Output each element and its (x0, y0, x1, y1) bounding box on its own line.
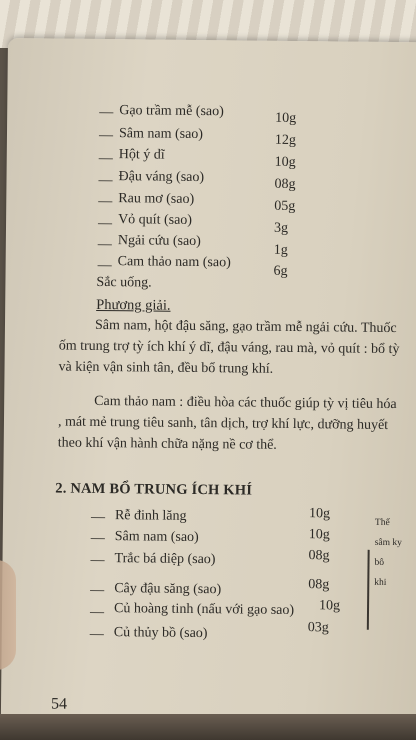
list-dash: — (89, 604, 105, 621)
ingredient-name: Hột ý dĩ (118, 147, 165, 163)
method-paragraph-2: Cam thảo nam : điều hòa các thuốc giúp tỳ vị tiêu hóa , mát mẻ trung tiêu sanh, tân dịch, trợ khí lực, dưỡng huyết theo khí vận hành chữa nặng nề cơ thể. (57, 393, 397, 453)
ingredient-name: Gạo trầm mễ (sao) (119, 103, 224, 120)
ingredient-qty: 12g (274, 132, 297, 149)
ingredient-name: Sâm nam (sao) (118, 126, 204, 143)
list-dash: — (90, 509, 106, 526)
list-dash: — (97, 215, 113, 232)
thumb (0, 560, 16, 670)
ingredient-name: Ngải cứu (sao) (117, 233, 201, 250)
list-dash: — (99, 104, 114, 121)
ingredient-name: Vỏ quít (sao) (118, 212, 193, 228)
ingredient-qty: 08g (308, 577, 330, 593)
ingredient-name: Rau mơ (sao) (118, 191, 195, 207)
book-page (1, 38, 416, 732)
ingredient-name: Cam thảo nam (sao) (117, 254, 231, 271)
usage-instruction: Sắc uống. (96, 274, 152, 291)
list-dash: — (90, 582, 105, 599)
side-note: khi (374, 577, 387, 588)
ingredient-qty: 05g (274, 198, 296, 215)
method-paragraph-1: Sâm nam, hột đậu săng, gạo trầm mễ ngải cứu. Thuốc ốm trung trợ tỳ ích khí ý dĩ, đậu váng, rau mà, vỏ quít : bổ tỳ và kiện vận sinh tân, đều bổ trung khí. (58, 317, 400, 377)
ingredient-qty: 6g (273, 263, 288, 279)
ingredient-qty: 3g (273, 220, 289, 236)
side-note: bô (374, 557, 385, 568)
ingredient-name: Sâm nam (sao) (114, 529, 199, 546)
ingredient-name: Trắc bá diệp (sao) (114, 551, 216, 568)
background-table (0, 714, 416, 740)
section-title: 2. NAM BỔ TRUNG ÍCH KHÍ (55, 480, 253, 499)
ingredient-qty: 03g (307, 620, 329, 636)
page-number: 54 (50, 695, 68, 713)
ingredient-name: Rễ đinh lăng (114, 508, 187, 524)
list-dash: — (98, 150, 113, 167)
ingredient-name: Củ thủy bồ (sao) (113, 625, 208, 642)
list-dash: — (98, 193, 113, 210)
ingredient-name: Củ hoàng tinh (nấu với gạo sao) (113, 601, 295, 619)
ingredient-qty: 08g (274, 176, 296, 193)
ingredient-qty: 10g (308, 527, 330, 543)
list-dash: — (89, 626, 104, 643)
ingredient-qty: 10g (275, 110, 297, 127)
ingredient-name: Đậu váng (sao) (118, 169, 205, 186)
list-dash: — (97, 236, 112, 253)
method-heading: Phương giải. (96, 296, 171, 314)
list-dash: — (98, 172, 113, 189)
ingredient-qty: 10g (274, 154, 296, 171)
side-bracket (367, 550, 370, 630)
list-dash: — (98, 127, 114, 144)
ingredient-qty: 10g (318, 598, 341, 614)
side-note: Thế (374, 517, 390, 529)
ingredient-qty: 08g (308, 548, 330, 564)
side-note: sâm ky (374, 537, 402, 549)
list-dash: — (90, 530, 105, 547)
ingredient-qty: 10g (308, 506, 331, 522)
list-dash: — (90, 552, 105, 569)
list-dash: — (97, 257, 112, 274)
ingredient-name: Cây đậu săng (sao) (114, 581, 222, 598)
ingredient-qty: 1g (273, 242, 288, 258)
